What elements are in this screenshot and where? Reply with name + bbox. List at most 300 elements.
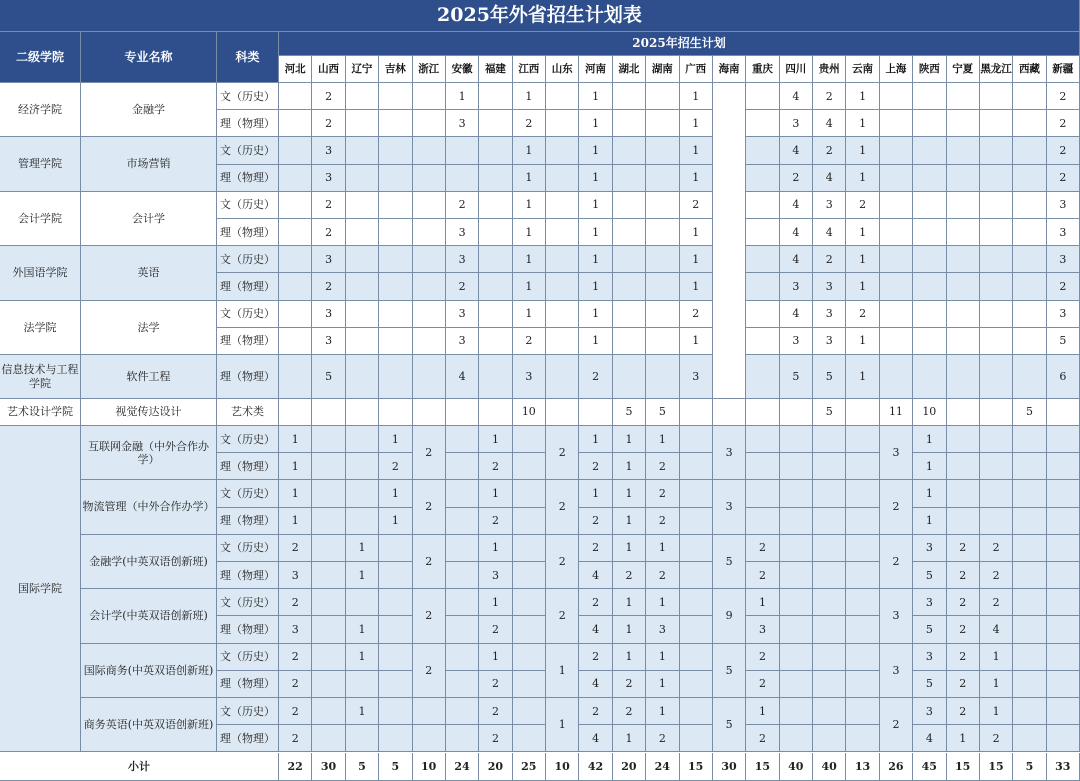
value-cell [947, 426, 980, 453]
value-cell [1013, 355, 1046, 399]
value-cell [980, 399, 1013, 426]
value-cell: 5 [913, 671, 946, 698]
value-cell: 4 [813, 219, 846, 246]
subtotal-value: 30 [312, 753, 345, 781]
value-cell [746, 426, 779, 453]
value-cell [546, 246, 579, 273]
value-cell [880, 355, 913, 399]
value-cell [980, 110, 1013, 137]
value-cell [680, 399, 713, 426]
value-cell: 2 [613, 671, 646, 698]
value-cell [1013, 328, 1046, 355]
value-cell [1013, 165, 1046, 192]
value-cell [312, 644, 345, 671]
value-cell [279, 83, 312, 110]
value-cell [680, 453, 713, 480]
subtotal-value: 5 [1013, 753, 1046, 781]
value-cell: 2 [513, 110, 546, 137]
value-cell [379, 535, 412, 562]
value-cell [780, 671, 813, 698]
merged-value-cell: 2 [880, 480, 913, 534]
value-cell: 2 [980, 725, 1013, 752]
value-cell: 2 [479, 508, 512, 535]
value-cell [746, 453, 779, 480]
value-cell: 2 [312, 83, 345, 110]
value-cell: 2 [279, 671, 312, 698]
value-cell: 1 [579, 426, 612, 453]
value-cell [279, 192, 312, 219]
value-cell: 2 [980, 589, 1013, 616]
value-cell [746, 137, 779, 164]
header-major: 专业名称 [81, 32, 217, 83]
merged-value-cell: 2 [413, 589, 446, 643]
subject-cell: 文（历史） [217, 535, 279, 562]
value-cell: 1 [613, 480, 646, 507]
value-cell: 1 [680, 219, 713, 246]
value-cell [646, 165, 679, 192]
value-cell [546, 399, 579, 426]
value-cell [1013, 616, 1046, 643]
value-cell: 1 [513, 219, 546, 246]
value-cell [312, 725, 345, 752]
value-cell [846, 616, 879, 643]
value-cell [413, 301, 446, 328]
value-cell [346, 246, 379, 273]
value-cell [813, 698, 846, 725]
province-header: 河南 [579, 56, 612, 83]
value-cell: 2 [479, 616, 512, 643]
value-cell [947, 480, 980, 507]
value-cell: 1 [646, 698, 679, 725]
province-header: 新疆 [1047, 56, 1080, 83]
value-cell: 1 [613, 508, 646, 535]
value-cell: 2 [479, 453, 512, 480]
subtotal-value: 25 [513, 753, 546, 781]
value-cell [413, 725, 446, 752]
subtotal-value: 15 [947, 753, 980, 781]
value-cell [913, 219, 946, 246]
college-name: 外国语学院 [0, 246, 81, 300]
value-cell: 2 [1047, 110, 1080, 137]
value-cell [279, 399, 312, 426]
value-cell [312, 616, 345, 643]
value-cell [546, 110, 579, 137]
value-cell [479, 328, 512, 355]
value-cell: 1 [746, 589, 779, 616]
value-cell [446, 671, 479, 698]
value-cell [479, 301, 512, 328]
value-cell [880, 137, 913, 164]
value-cell [880, 246, 913, 273]
value-cell: 2 [579, 453, 612, 480]
value-cell: 1 [379, 508, 412, 535]
value-cell: 1 [846, 219, 879, 246]
value-cell [1013, 508, 1046, 535]
value-cell [479, 246, 512, 273]
value-cell [680, 671, 713, 698]
college-name: 法学院 [0, 301, 81, 355]
value-cell [846, 426, 879, 453]
value-cell [646, 219, 679, 246]
value-cell [680, 725, 713, 752]
value-cell [680, 616, 713, 643]
major-name: 国际商务(中英双语创新班) [81, 644, 217, 698]
value-cell: 2 [513, 328, 546, 355]
value-cell [913, 137, 946, 164]
value-cell [346, 192, 379, 219]
value-cell: 1 [913, 480, 946, 507]
value-cell [446, 644, 479, 671]
value-cell [1013, 219, 1046, 246]
value-cell [446, 165, 479, 192]
subtotal-value: 33 [1047, 753, 1080, 781]
province-header: 浙江 [413, 56, 446, 83]
value-cell: 1 [513, 273, 546, 300]
value-cell [947, 328, 980, 355]
value-cell [346, 453, 379, 480]
value-cell [1013, 644, 1046, 671]
value-cell [413, 110, 446, 137]
subject-cell: 文（历史） [217, 246, 279, 273]
value-cell: 1 [646, 426, 679, 453]
value-cell: 2 [746, 725, 779, 752]
value-cell [913, 165, 946, 192]
value-cell [913, 192, 946, 219]
value-cell: 1 [346, 616, 379, 643]
value-cell: 1 [680, 273, 713, 300]
value-cell [346, 399, 379, 426]
value-cell [1047, 399, 1080, 426]
value-cell [312, 589, 345, 616]
value-cell: 6 [1047, 355, 1080, 399]
subtotal-value: 13 [846, 753, 879, 781]
value-cell [1047, 426, 1080, 453]
merged-value-cell: 5 [713, 644, 746, 698]
value-cell [813, 453, 846, 480]
value-cell [413, 698, 446, 725]
value-cell [513, 508, 546, 535]
value-cell [880, 328, 913, 355]
value-cell [646, 328, 679, 355]
value-cell [780, 616, 813, 643]
value-cell [546, 301, 579, 328]
value-cell [1047, 589, 1080, 616]
merged-value-cell: 9 [713, 589, 746, 643]
value-cell [746, 246, 779, 273]
value-cell: 3 [1047, 301, 1080, 328]
major-name: 软件工程 [81, 355, 217, 399]
value-cell: 4 [780, 192, 813, 219]
value-cell: 2 [680, 192, 713, 219]
value-cell [346, 273, 379, 300]
value-cell: 2 [947, 698, 980, 725]
value-cell [613, 83, 646, 110]
subject-cell: 理（物理） [217, 273, 279, 300]
value-cell [947, 246, 980, 273]
value-cell [646, 137, 679, 164]
merged-value-cell: 2 [880, 698, 913, 752]
value-cell [746, 480, 779, 507]
value-cell: 3 [1047, 246, 1080, 273]
value-cell: 2 [579, 355, 612, 399]
value-cell [1013, 137, 1046, 164]
value-cell [646, 110, 679, 137]
value-cell [1047, 644, 1080, 671]
value-cell [579, 399, 612, 426]
value-cell [1013, 110, 1046, 137]
value-cell [680, 589, 713, 616]
subtotal-value: 40 [813, 753, 846, 781]
value-cell [446, 508, 479, 535]
value-cell: 1 [613, 644, 646, 671]
value-cell [1013, 453, 1046, 480]
value-cell [279, 137, 312, 164]
value-cell: 3 [813, 301, 846, 328]
major-name: 英语 [81, 246, 217, 300]
value-cell [413, 83, 446, 110]
value-cell: 1 [579, 110, 612, 137]
value-cell: 1 [846, 246, 879, 273]
value-cell: 1 [846, 83, 879, 110]
value-cell: 4 [780, 137, 813, 164]
subtotal-value: 5 [379, 753, 412, 781]
value-cell [546, 219, 579, 246]
value-cell: 2 [312, 273, 345, 300]
value-cell [813, 671, 846, 698]
value-cell [513, 562, 546, 589]
value-cell: 1 [579, 137, 612, 164]
value-cell [746, 301, 779, 328]
value-cell: 3 [646, 616, 679, 643]
value-cell [780, 453, 813, 480]
value-cell [980, 328, 1013, 355]
value-cell: 1 [680, 165, 713, 192]
merged-value-cell: 3 [713, 426, 746, 480]
value-cell: 2 [1047, 273, 1080, 300]
value-cell [346, 426, 379, 453]
value-cell [880, 165, 913, 192]
value-cell [846, 480, 879, 507]
value-cell [947, 453, 980, 480]
header-subject: 科类 [217, 32, 279, 83]
value-cell [713, 399, 746, 426]
subtotal-value: 20 [479, 753, 512, 781]
value-cell: 2 [947, 562, 980, 589]
value-cell [813, 508, 846, 535]
merged-value-cell: 2 [413, 426, 446, 480]
value-cell [1013, 562, 1046, 589]
value-cell [546, 273, 579, 300]
value-cell: 1 [913, 508, 946, 535]
value-cell [379, 192, 412, 219]
value-cell [513, 616, 546, 643]
value-cell: 5 [312, 355, 345, 399]
province-header: 江西 [513, 56, 546, 83]
value-cell [479, 83, 512, 110]
province-header: 辽宁 [346, 56, 379, 83]
value-cell: 1 [613, 589, 646, 616]
value-cell [780, 562, 813, 589]
value-cell: 1 [379, 426, 412, 453]
value-cell [379, 219, 412, 246]
subtotal-value: 24 [446, 753, 479, 781]
value-cell [846, 453, 879, 480]
value-cell: 2 [279, 589, 312, 616]
value-cell [1013, 192, 1046, 219]
major-name: 会计学(中英双语创新班) [81, 589, 217, 643]
college-name: 艺术设计学院 [0, 399, 81, 426]
value-cell: 4 [579, 562, 612, 589]
value-cell [479, 110, 512, 137]
value-cell: 1 [279, 426, 312, 453]
value-cell [413, 328, 446, 355]
college-name: 管理学院 [0, 137, 81, 191]
value-cell [813, 644, 846, 671]
value-cell: 3 [312, 246, 345, 273]
value-cell: 2 [646, 453, 679, 480]
value-cell: 2 [279, 535, 312, 562]
value-cell [680, 480, 713, 507]
value-cell: 2 [379, 453, 412, 480]
value-cell [546, 137, 579, 164]
value-cell [513, 589, 546, 616]
value-cell [379, 644, 412, 671]
value-cell: 10 [513, 399, 546, 426]
value-cell [379, 246, 412, 273]
value-cell [980, 480, 1013, 507]
value-cell [346, 219, 379, 246]
value-cell [846, 399, 879, 426]
value-cell: 2 [746, 562, 779, 589]
value-cell: 2 [813, 137, 846, 164]
value-cell: 3 [446, 301, 479, 328]
value-cell [846, 562, 879, 589]
merged-value-cell: 1 [546, 644, 579, 698]
value-cell: 2 [312, 192, 345, 219]
value-cell [446, 616, 479, 643]
value-cell [846, 508, 879, 535]
value-cell [680, 698, 713, 725]
value-cell [413, 246, 446, 273]
value-cell: 2 [613, 562, 646, 589]
value-cell: 1 [579, 273, 612, 300]
value-cell: 4 [446, 355, 479, 399]
value-cell: 2 [947, 644, 980, 671]
value-cell [513, 535, 546, 562]
value-cell [947, 301, 980, 328]
value-cell: 1 [579, 480, 612, 507]
value-cell: 2 [813, 83, 846, 110]
value-cell: 2 [579, 535, 612, 562]
value-cell: 1 [680, 137, 713, 164]
value-cell [813, 725, 846, 752]
value-cell [346, 137, 379, 164]
value-cell: 5 [813, 355, 846, 399]
value-cell [947, 219, 980, 246]
value-cell: 3 [279, 562, 312, 589]
value-cell: 1 [579, 328, 612, 355]
value-cell: 1 [279, 480, 312, 507]
value-cell: 3 [312, 328, 345, 355]
college-name: 会计学院 [0, 192, 81, 246]
value-cell [1047, 535, 1080, 562]
value-cell: 1 [613, 725, 646, 752]
value-cell: 1 [846, 137, 879, 164]
value-cell [613, 273, 646, 300]
value-cell [346, 355, 379, 399]
province-header: 福建 [479, 56, 512, 83]
value-cell: 3 [780, 328, 813, 355]
merged-value-cell: 2 [546, 589, 579, 643]
value-cell: 1 [513, 83, 546, 110]
value-cell [479, 273, 512, 300]
value-cell [746, 273, 779, 300]
value-cell: 1 [646, 671, 679, 698]
value-cell [880, 192, 913, 219]
value-cell: 3 [913, 644, 946, 671]
value-cell [546, 165, 579, 192]
value-cell [1013, 273, 1046, 300]
subject-cell: 理（物理） [217, 355, 279, 399]
value-cell: 2 [947, 535, 980, 562]
province-header: 广西 [680, 56, 713, 83]
value-cell [379, 110, 412, 137]
value-cell [1047, 562, 1080, 589]
subtotal-value: 30 [713, 753, 746, 781]
major-name: 会计学 [81, 192, 217, 246]
province-header: 山东 [546, 56, 579, 83]
subject-cell: 理（物理） [217, 508, 279, 535]
value-cell: 1 [379, 480, 412, 507]
subtotal-value: 15 [980, 753, 1013, 781]
value-cell: 1 [579, 165, 612, 192]
subtotal-value: 15 [680, 753, 713, 781]
value-cell [312, 562, 345, 589]
value-cell [513, 480, 546, 507]
value-cell [947, 83, 980, 110]
value-cell [346, 165, 379, 192]
province-header: 云南 [846, 56, 879, 83]
value-cell: 3 [312, 301, 345, 328]
value-cell [613, 355, 646, 399]
value-cell [513, 671, 546, 698]
merged-value-cell: 2 [546, 426, 579, 480]
merged-value-cell: 3 [880, 644, 913, 698]
value-cell [613, 137, 646, 164]
value-cell: 5 [913, 562, 946, 589]
value-cell: 4 [780, 219, 813, 246]
value-cell [813, 426, 846, 453]
value-cell [1013, 535, 1046, 562]
value-cell [746, 508, 779, 535]
value-cell [379, 725, 412, 752]
value-cell [680, 644, 713, 671]
value-cell: 1 [579, 192, 612, 219]
value-cell [479, 165, 512, 192]
value-cell [947, 137, 980, 164]
value-cell: 2 [646, 725, 679, 752]
province-header: 重庆 [746, 56, 779, 83]
value-cell: 3 [680, 355, 713, 399]
value-cell [613, 110, 646, 137]
value-cell: 1 [980, 644, 1013, 671]
value-cell: 1 [613, 426, 646, 453]
value-cell: 1 [513, 192, 546, 219]
value-cell: 2 [646, 480, 679, 507]
value-cell: 2 [579, 589, 612, 616]
value-cell [346, 671, 379, 698]
value-cell [379, 355, 412, 399]
